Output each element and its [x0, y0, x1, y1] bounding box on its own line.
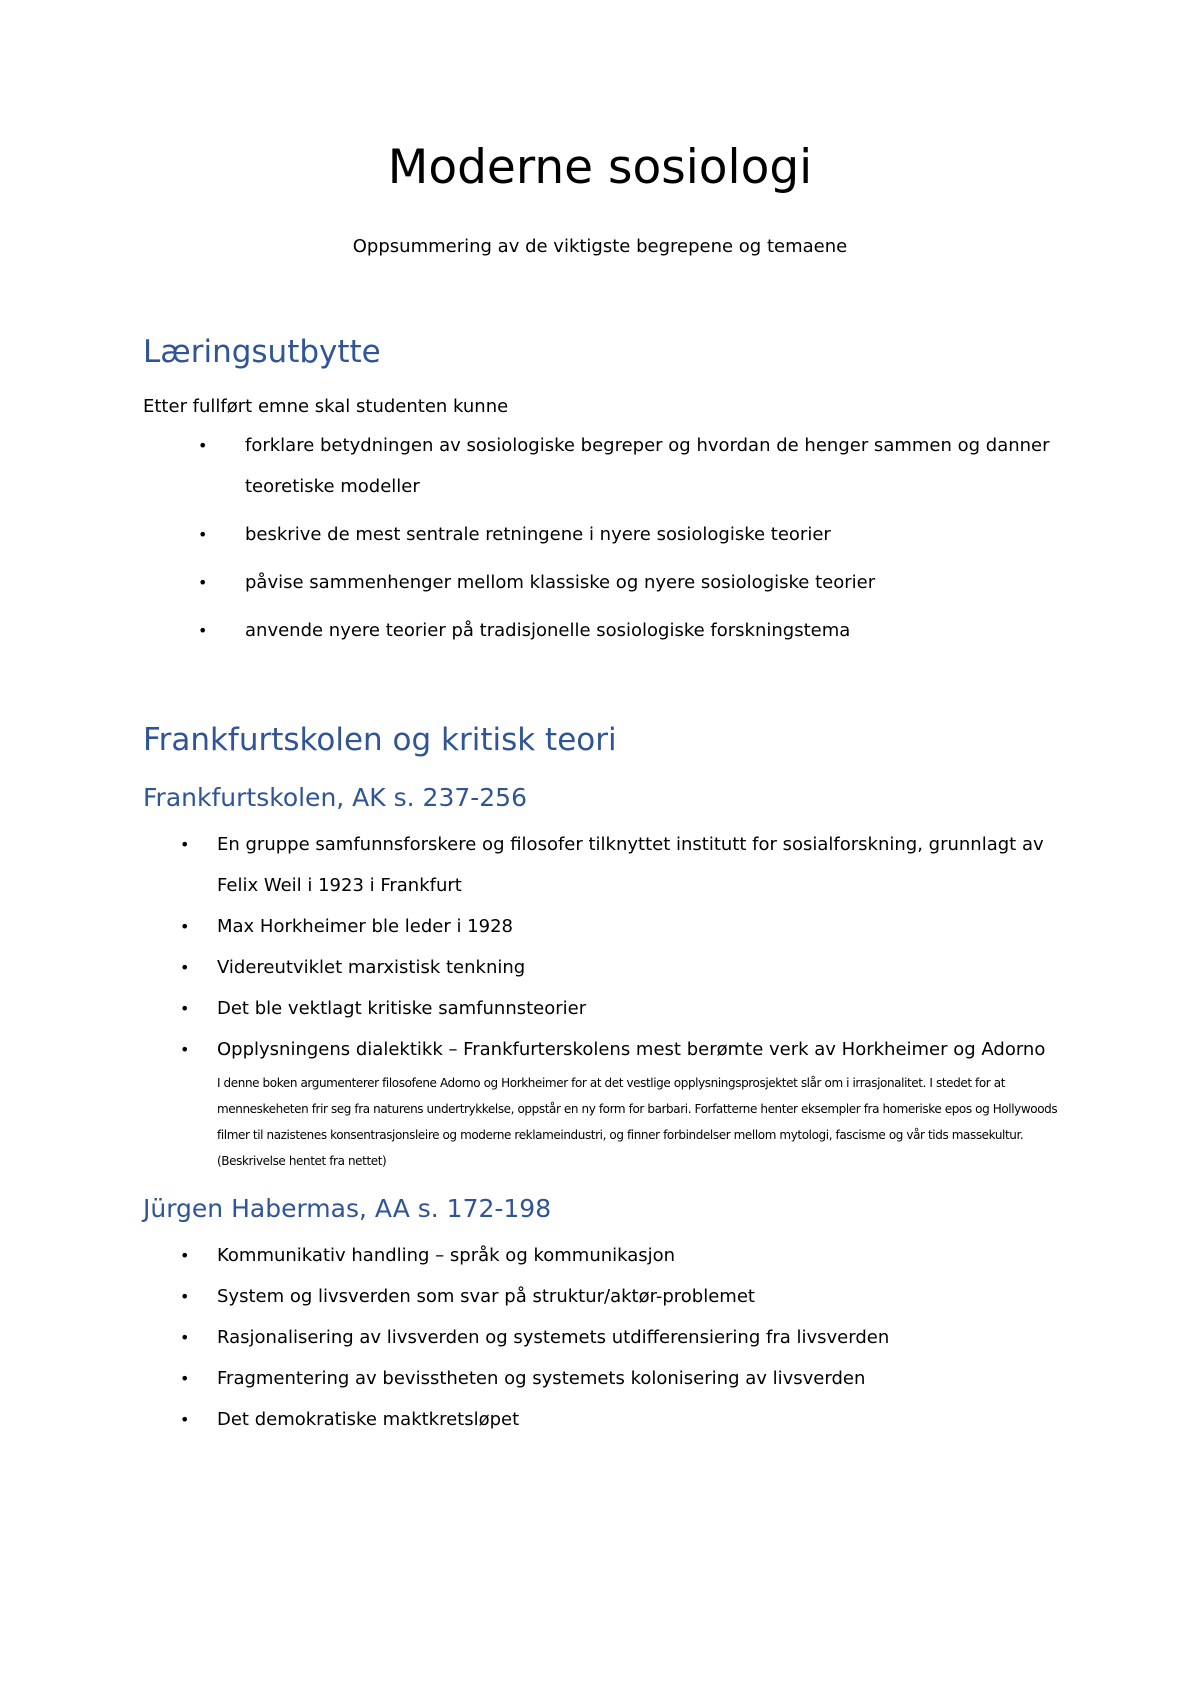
list-item-text: Opplysningens dialektikk – Frankfurterskolens mest berømte verk av Horkheimer og Adorno	[217, 1039, 1046, 1060]
list-item-text: Rasjonalisering av livsverden og systemets utdifferensiering fra livsverden	[217, 1327, 890, 1348]
list-item-text: beskrive de mest sentrale retningene i nyere sosiologiske teorier	[245, 524, 831, 545]
list-item	[180, 1399, 1060, 1440]
list-item-text: Max Horkheimer ble leder i 1928	[217, 916, 513, 937]
bullet-icon: •	[180, 958, 190, 977]
list-item	[198, 514, 1065, 555]
document-subtitle: Oppsummering av de viktigste begrepene og temaene	[352, 236, 848, 257]
list-item	[180, 988, 1060, 1029]
bullet-icon: •	[198, 436, 208, 455]
heading-frankfurt-critical-theory: Frankfurtskolen og kritisk teori	[143, 722, 617, 758]
list-item	[180, 906, 1060, 947]
bullet-icon: •	[180, 1410, 190, 1429]
bullet-icon: •	[180, 917, 190, 936]
bullet-icon: •	[198, 525, 208, 544]
bullet-icon: •	[180, 999, 190, 1018]
list-item	[180, 1276, 1060, 1317]
bullet-icon: •	[198, 573, 208, 592]
list-item-text: Det demokratiske maktkretsløpet	[217, 1409, 520, 1430]
list-item-text: Kommunikativ handling – språk og kommunikasjon	[217, 1245, 676, 1266]
list-item-text: forklare betydningen av sosiologiske begreper og hvordan de henger sammen og danner teoretiske modeller	[245, 435, 1050, 497]
list-item	[198, 562, 1065, 603]
list-item-text: Videreutviklet marxistisk tenkning	[217, 957, 526, 978]
list-item-text: Det ble vektlagt kritiske samfunnsteorier	[217, 998, 587, 1019]
bullet-icon: •	[198, 621, 208, 640]
learning-outcomes-list	[198, 425, 1065, 658]
bullet-icon: •	[180, 835, 190, 854]
list-item	[180, 1358, 1060, 1399]
habermas-list	[180, 1235, 1060, 1440]
bullet-icon: •	[180, 1328, 190, 1347]
bullet-icon: •	[180, 1369, 190, 1388]
book-description-note: I denne boken argumenterer filosofene Adorno og Horkheimer for at det vestlige opplysningsprosjektet slår om i irrasjonalitet. I stedet for at menneskeheten frir seg fra naturens undertrykkelse, oppstår en ny form for barbari. Forfatterne henter eksempler fra homeriske epos og Hollywoods filmer til nazistenes konsentrasjonsleire og moderne reklameindustri, og finner forbindelser mellom mytologi, fascisme og vår tids massekultur. (Beskrivelse hentet fra nettet)	[217, 1076, 1058, 1168]
bullet-icon: •	[180, 1287, 190, 1306]
list-item	[180, 824, 1060, 906]
document-title: Moderne sosiologi	[387, 140, 813, 195]
list-item-text: En gruppe samfunnsforskere og filosofer tilknyttet institutt for sosialforskning, grunnlagt av Felix Weil i 1923 i Frankfurt	[217, 834, 1044, 896]
frankfurt-school-list	[180, 824, 1060, 1174]
subheading-habermas: Jürgen Habermas, AA s. 172-198	[143, 1194, 552, 1223]
bullet-icon: •	[180, 1246, 190, 1265]
list-item	[180, 1235, 1060, 1276]
subheading-frankfurt-school: Frankfurtskolen, AK s. 237-256	[143, 783, 527, 812]
list-item-text: anvende nyere teorier på tradisjonelle sosiologiske forskningstema	[245, 620, 851, 641]
heading-learning-outcomes: Læringsutbytte	[143, 334, 381, 370]
list-item	[198, 610, 1065, 651]
learning-intro: Etter fullført emne skal studenten kunne	[143, 396, 509, 417]
list-item	[180, 1029, 1060, 1174]
list-item-text: Fragmentering av bevisstheten og systemets kolonisering av livsverden	[217, 1368, 866, 1389]
list-item-text: påvise sammenhenger mellom klassiske og nyere sosiologiske teorier	[245, 572, 876, 593]
list-item	[180, 947, 1060, 988]
list-item	[180, 1317, 1060, 1358]
list-item-text: System og livsverden som svar på struktur/aktør-problemet	[217, 1286, 755, 1307]
list-item	[198, 425, 1065, 507]
bullet-icon: •	[180, 1040, 190, 1059]
